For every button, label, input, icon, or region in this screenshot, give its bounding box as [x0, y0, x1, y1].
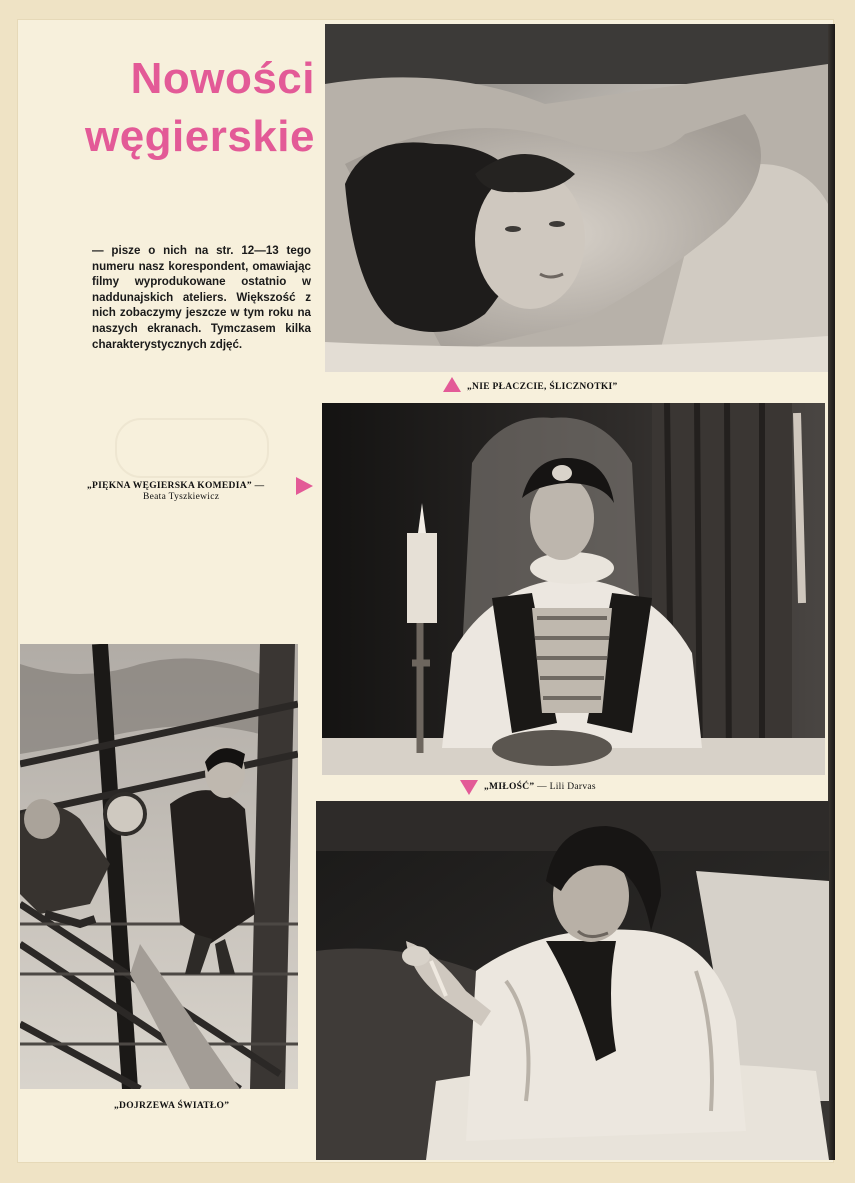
caption-arrow-down: [460, 780, 478, 795]
caption-milosc-name: — Lili Darvas: [537, 782, 596, 792]
caption-milosc-title: „MIŁOŚĆ”: [484, 782, 535, 792]
caption-milosc: [484, 782, 596, 792]
title-line-2: węgierskie: [84, 112, 315, 161]
page-edge: [828, 24, 835, 1160]
caption-arrow-right: [296, 477, 313, 495]
faded-stamp: [115, 418, 269, 478]
caption-piekna-komedia: „PIĘKNA WĘGIERSKA KOMEDIA” —: [87, 481, 265, 491]
caption-dojrzewa-swiatlo: „DOJRZEWA ŚWIATŁO”: [114, 1101, 230, 1111]
intro-paragraph: — pisze o nich na str. 12—13 tego numeru nasz korespondent, omawiając filmy wyprodukowane ostatnio w naddunajskich ateliers. Większość z nich zobaczymy jeszcze w tym roku na naszych ekranach. Tymczasem kilka charakterystycznych zdjęć.: [92, 244, 311, 351]
photo-milosc-old-woman: [316, 801, 829, 1160]
caption-nie-placzcie: „NIE PŁACZCIE, ŚLICZNOTKI”: [467, 382, 618, 392]
title-line-1: Nowości: [130, 54, 315, 103]
caption-piekna-komedia-name: Beata Tyszkiewicz: [143, 492, 220, 502]
photo-milosc-costume: [322, 403, 825, 775]
photo-dojrzewa-swiatlo: [20, 644, 298, 1089]
photo-nie-placzcie: [325, 24, 828, 372]
caption-arrow-up: [443, 377, 461, 392]
article-title: [60, 50, 315, 166]
